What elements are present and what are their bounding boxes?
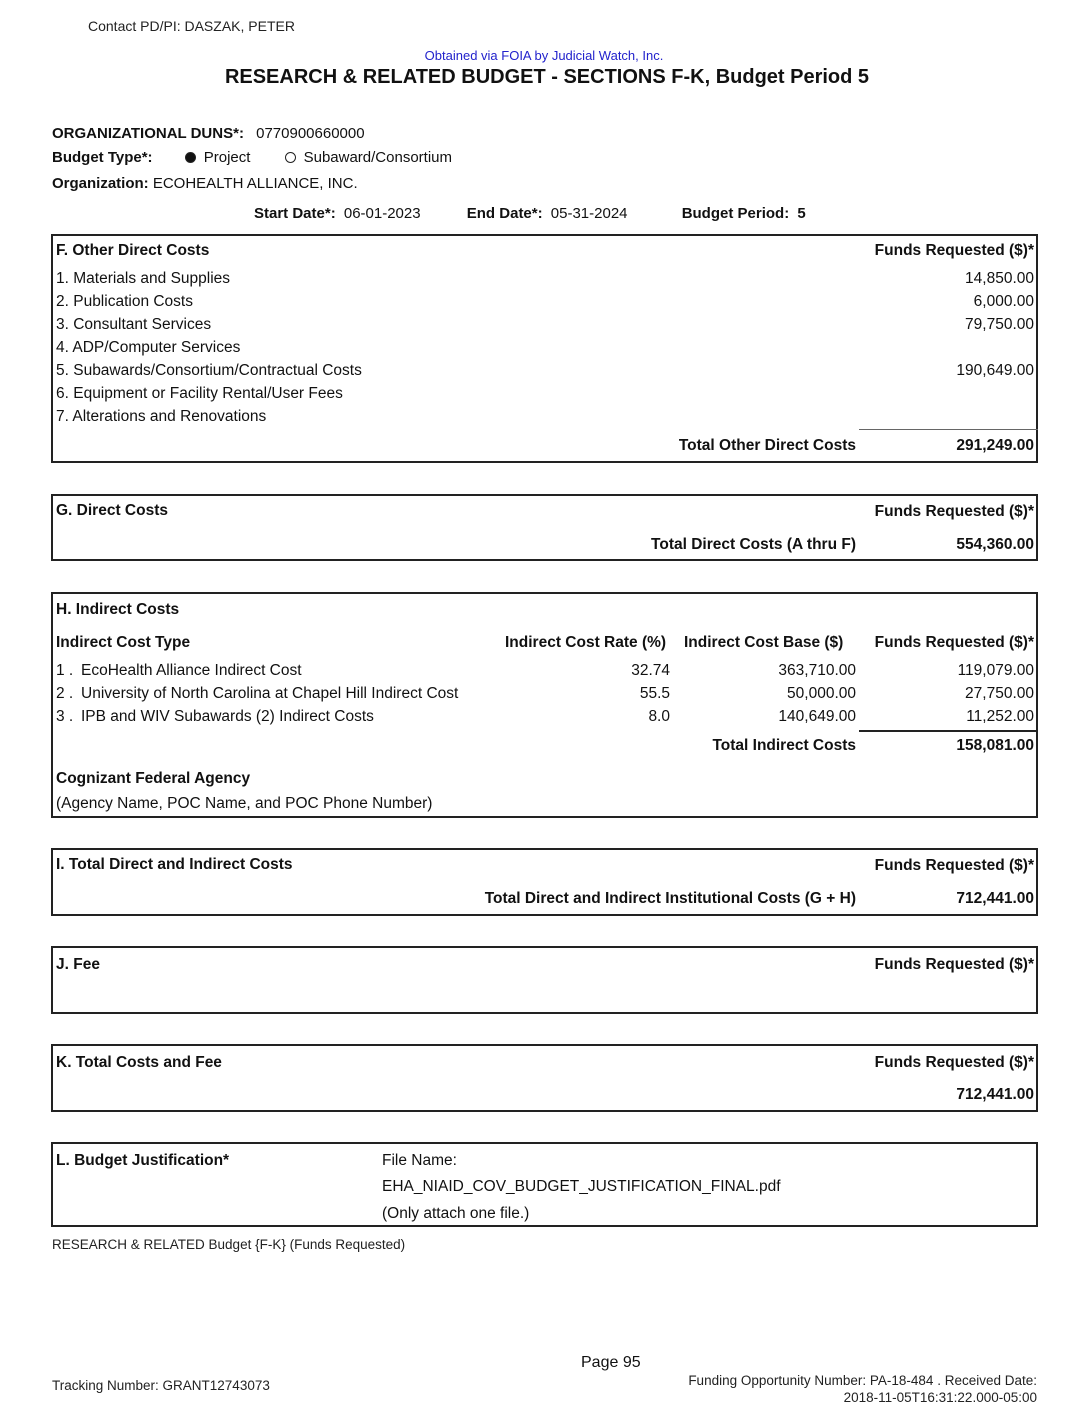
attach-note: (Only attach one file.) (382, 1205, 530, 1222)
row-type: IPB and WIV Subawards (2) Indirect Costs (81, 708, 374, 725)
end-date-value: 05-31-2024 (550, 205, 628, 222)
tracking-number: Tracking Number: GRANT12743073 (52, 1378, 270, 1393)
row-base: 363,710.00 (778, 662, 856, 679)
section-i-total-direct-indirect (51, 848, 1038, 916)
section-title: J. Fee (56, 956, 100, 973)
organization-label: Organization: (52, 175, 149, 192)
section-title: L. Budget Justification* (56, 1152, 230, 1169)
dates-row (254, 205, 806, 222)
row-funds: 119,079.00 (957, 662, 1034, 679)
section-j-fee (51, 946, 1038, 1014)
row-rate: 8.0 (648, 708, 670, 725)
row-type: University of North Carolina at Chapel Hill Indirect Cost (81, 685, 459, 702)
total-label: Total Indirect Costs (712, 737, 856, 754)
budget-type-label: Budget Type*: (52, 149, 153, 166)
section-h-indirect-costs (51, 592, 1038, 818)
form-name: RESEARCH & RELATED Budget {F-K} (Funds Requested) (52, 1237, 406, 1252)
budget-type-row (52, 149, 452, 166)
line-item-amount: 6,000.00 (973, 293, 1034, 310)
total-divider (859, 730, 1038, 732)
section-l-budget-justification (51, 1142, 1038, 1227)
line-item-label: 3. Consultant Services (56, 316, 212, 333)
total-label: Total Direct and Indirect Institutional Costs (G + H) (484, 890, 856, 907)
funds-header: Funds Requested ($)* (874, 857, 1034, 874)
total-value: 291,249.00 (956, 437, 1034, 454)
duns-value: 0770900660000 (256, 125, 365, 142)
duns-label: ORGANIZATIONAL DUNS*: (52, 125, 244, 142)
row-funds: 27,750.00 (965, 685, 1034, 702)
line-item-label: 6. Equipment or Facility Rental/User Fees (56, 385, 343, 402)
received-date: 2018-11-05T16:31:22.000-05:00 (843, 1390, 1037, 1405)
funding-opportunity: Funding Opportunity Number: PA-18-484 . Received Date: (688, 1373, 1037, 1388)
budget-type-project-option[interactable] (185, 149, 255, 166)
total-value: 712,441.00 (956, 890, 1034, 907)
total-value: 158,081.00 (956, 737, 1034, 754)
radio-unselected-icon[interactable] (285, 152, 296, 163)
cognizant-agency-label: Cognizant Federal Agency (56, 770, 251, 787)
line-item-label: 4. ADP/Computer Services (56, 339, 241, 356)
section-title: K. Total Costs and Fee (56, 1054, 222, 1071)
organization-value: ECOHEALTH ALLIANCE, INC. (152, 175, 358, 192)
line-item-label: 1. Materials and Supplies (56, 270, 231, 287)
line-item-amount: 190,649.00 (956, 362, 1034, 379)
line-item-label: 2. Publication Costs (56, 293, 193, 310)
row-funds: 11,252.00 (966, 708, 1034, 725)
funds-header: Funds Requested ($)* (874, 242, 1034, 259)
column-header-base: Indirect Cost Base ($) (684, 634, 844, 651)
row-number: 1 . (56, 662, 74, 679)
section-f-other-direct-costs (51, 234, 1038, 463)
row-base: 50,000.00 (787, 685, 856, 702)
row-number: 2 . (56, 685, 74, 702)
contact-pi: Contact PD/PI: DASZAK, PETER (88, 18, 295, 34)
line-item-amount: 14,850.00 (965, 270, 1034, 287)
start-date-label: Start Date*: (254, 205, 336, 222)
start-date-value: 06-01-2023 (343, 205, 421, 222)
column-header-rate: Indirect Cost Rate (%) (505, 634, 667, 651)
file-name-link[interactable]: EHA_NIAID_COV_BUDGET_JUSTIFICATION_FINAL.pdf (382, 1178, 781, 1195)
total-value: 712,441.00 (956, 1086, 1034, 1103)
total-value: 554,360.00 (956, 536, 1034, 553)
column-header-funds: Funds Requested ($)* (874, 634, 1034, 651)
duns-row (52, 125, 365, 142)
section-title: H. Indirect Costs (56, 601, 180, 618)
budget-type-subaward-option[interactable] (285, 149, 452, 166)
line-item-label: 7. Alterations and Renovations (56, 408, 267, 425)
row-type: EcoHealth Alliance Indirect Cost (81, 662, 302, 679)
row-rate: 32.74 (631, 662, 670, 679)
line-item-label: 5. Subawards/Consortium/Contractual Costs (56, 362, 362, 379)
section-title: F. Other Direct Costs (56, 242, 210, 259)
section-title: I. Total Direct and Indirect Costs (56, 856, 293, 873)
option-label: Subaward/Consortium (303, 149, 452, 166)
file-name-label: File Name: (382, 1152, 457, 1169)
total-label: Total Other Direct Costs (678, 437, 856, 454)
end-date-label: End Date*: (466, 205, 543, 222)
section-title: G. Direct Costs (56, 502, 168, 519)
radio-selected-icon[interactable] (185, 152, 196, 163)
row-base: 140,649.00 (778, 708, 856, 725)
column-header-type: Indirect Cost Type (56, 634, 191, 651)
line-item-amount: 79,750.00 (965, 316, 1034, 333)
total-label: Total Direct Costs (A thru F) (651, 536, 856, 553)
row-rate: 55.5 (639, 685, 670, 702)
cognizant-agency-hint: (Agency Name, POC Name, and POC Phone Number) (56, 795, 433, 812)
option-label: Project (203, 149, 251, 166)
total-divider (859, 429, 1038, 430)
row-number: 3 . (56, 708, 74, 725)
funds-header: Funds Requested ($)* (874, 1054, 1034, 1071)
organization-row (52, 175, 358, 192)
funds-header: Funds Requested ($)* (874, 503, 1034, 520)
section-g-direct-costs (51, 494, 1038, 561)
budget-period-value: 5 (797, 205, 806, 222)
foia-notice: Obtained via FOIA by Judicial Watch, Inc. (424, 48, 664, 63)
budget-period-label: Budget Period: (681, 205, 790, 222)
section-k-total-costs-fee (51, 1044, 1038, 1112)
page-title: RESEARCH & RELATED BUDGET - SECTIONS F-K, Budget Period 5 (224, 66, 870, 88)
page-number: Page 95 (581, 1354, 641, 1371)
funds-header: Funds Requested ($)* (874, 956, 1034, 973)
